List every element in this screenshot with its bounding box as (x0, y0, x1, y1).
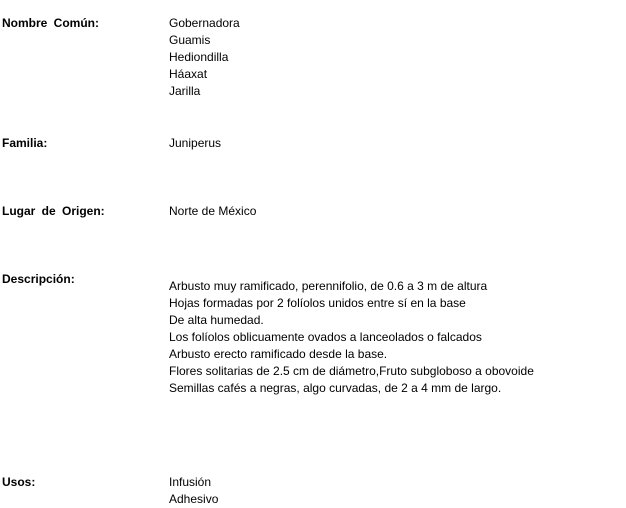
nombre-comun-label: Nombre Común: (2, 16, 99, 30)
descripcion-line: Arbusto muy ramificado, perennifolio, de 0.6 a 3 m de altura (169, 279, 488, 293)
descripcion-line: De alta humedad. (169, 313, 264, 327)
usos-values (169, 474, 218, 508)
nombre-comun-item: Háaxat (169, 67, 208, 81)
usos-item: Adhesivo (169, 492, 219, 506)
familia-value: Juniperus (169, 136, 222, 150)
nombre-comun-item: Guamis (169, 33, 211, 47)
nombre-comun-item: Jarilla (169, 84, 201, 98)
descripcion-line: Hojas formadas por 2 folíolos unidos entre sí en la base (169, 296, 466, 310)
lugar-origen-value: Norte de México (169, 204, 257, 218)
descripcion-label: Descripción: (2, 272, 75, 286)
descripcion-line: Los folíolos oblicuamente ovados a lanceolados o falcados (169, 330, 482, 344)
usos-label: Usos: (2, 475, 36, 489)
nombre-comun-item: Hediondilla (169, 50, 229, 64)
nombre-comun-values (169, 15, 240, 100)
descripcion-line: Arbusto erecto ramificado desde la base. (169, 347, 388, 361)
familia-label: Familia: (2, 136, 48, 150)
descripcion-line: Flores solitarias de 2.5 cm de diámetro,Fruto subgloboso a obovoide (169, 364, 534, 378)
descripcion-line: Semillas cafés a negras, algo curvadas, de 2 a 4 mm de largo. (169, 381, 502, 395)
usos-item: Infusión (169, 475, 212, 489)
lugar-origen-label: Lugar de Origen: (2, 204, 105, 218)
descripcion-text (169, 278, 534, 397)
nombre-comun-item: Gobernadora (169, 16, 240, 30)
